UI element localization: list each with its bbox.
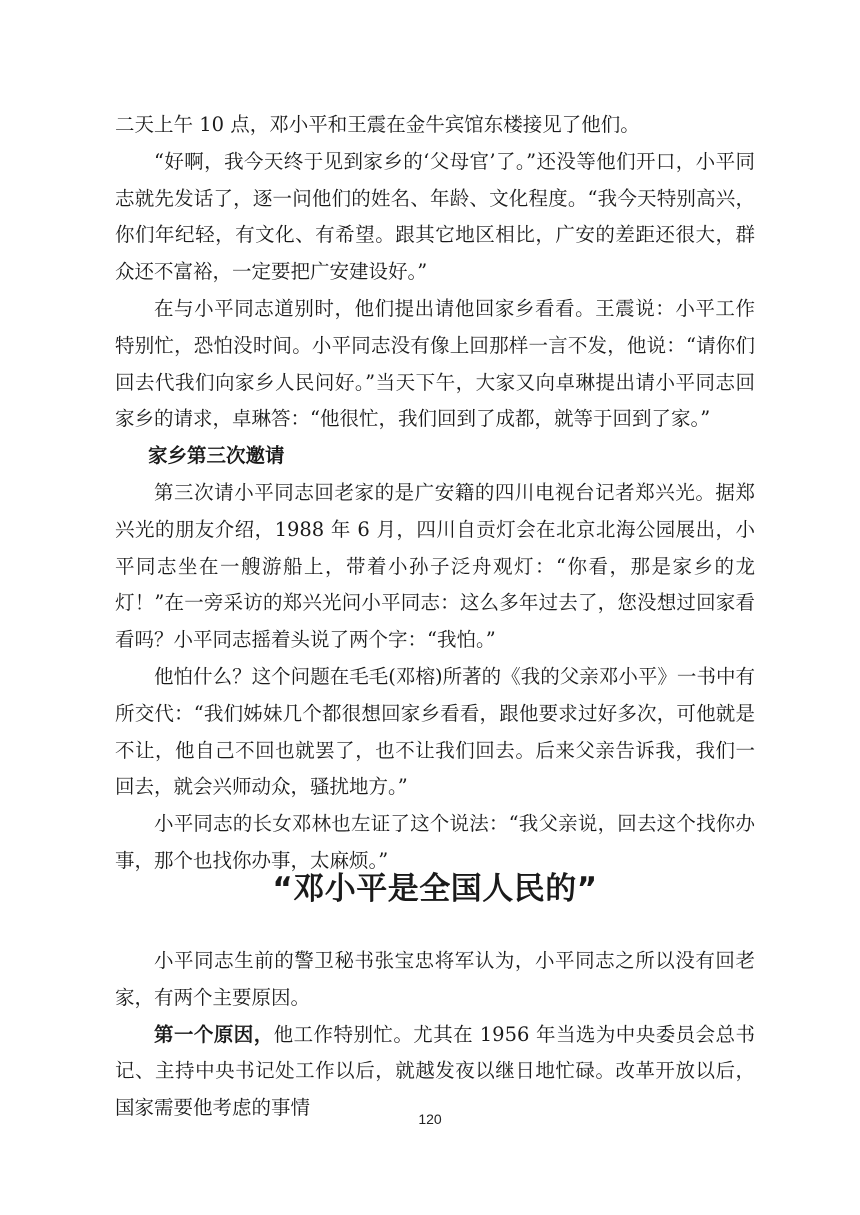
paragraph-deng-lin: 小平同志的长女邓林也左证了这个说法：“我父亲说，回去这个找你办事，那个也找你办事，太麻烦。” — [115, 812, 755, 872]
first-reason-text: 他工作特别忙。尤其在 1956 年当选为中央委员会总书记、主持中央书记处工作以后，就越发夜以继日地忙碌。改革开放以后，国家需要他考虑的事情 — [115, 1022, 755, 1120]
subheading-third-invitation: 家乡第三次邀请 — [148, 444, 285, 468]
paragraph-reception: 二天上午 10 点，邓小平和王震在金牛宾馆东楼接见了他们。 — [115, 113, 640, 136]
section-body — [115, 943, 755, 1127]
paragraph-what-afraid: 他怕什么？这个问题在毛毛(邓榕)所著的《我的父亲邓小平》一书中有所交代：“我们姊妹几个都很想回家乡看看，跟他要求过好多次，可他就是不让，他自己不回也就罢了，也不让我们回去。后来父亲告诉我，我们一回去，就会兴师动众，骚扰地方。” — [115, 664, 755, 799]
page-number: 120 — [418, 1111, 442, 1127]
paragraph-third-invitation: 第三次请小平同志回老家的是广安籍的四川电视台记者郑兴光。据郑兴光的朋友介绍，1988 年 6 月，四川自贡灯会在北京北海公园展出，小平同志坐在一艘游船上，带着小孙子泛舟观灯：“你看，那是家乡的龙灯！”在一旁采访的郑兴光问小平同志：这么多年过去了，您没想过回家看看吗？小平同志摇着头说了两个字：“我怕。” — [115, 480, 755, 652]
paragraph-greeting: “好啊，我今天终于见到家乡的‘父母官’了。”还没等他们开口，小平同志就先发话了，逐一问他们的姓名、年龄、文化程度。“我今天特别高兴，你们年纪轻，有文化、有希望。跟其它地区相比，广安的差距还很大，群众还不富裕，一定要把广安建设好。” — [115, 149, 755, 284]
paragraph-two-reasons: 小平同志生前的警卫秘书张宝忠将军认为，小平同志之所以没有回老家，有两个主要原因。 — [115, 949, 755, 1009]
first-reason-lead: 第一个原因， — [154, 1022, 274, 1046]
section-title: “邓小平是全国人民的” — [272, 871, 598, 907]
paragraph-farewell: 在与小平同志道别时，他们提出请他回家乡看看。王震说：小平工作特别忙，恐怕没时间。小平同志没有像上回那样一言不发，他说：“请你们回去代我们向家乡人民问好。”当天下午，大家又向卓琳提出请小平同志回家乡的请求，卓琳答：“他很忙，我们回到了成都，就等于回到了家。” — [115, 296, 755, 431]
